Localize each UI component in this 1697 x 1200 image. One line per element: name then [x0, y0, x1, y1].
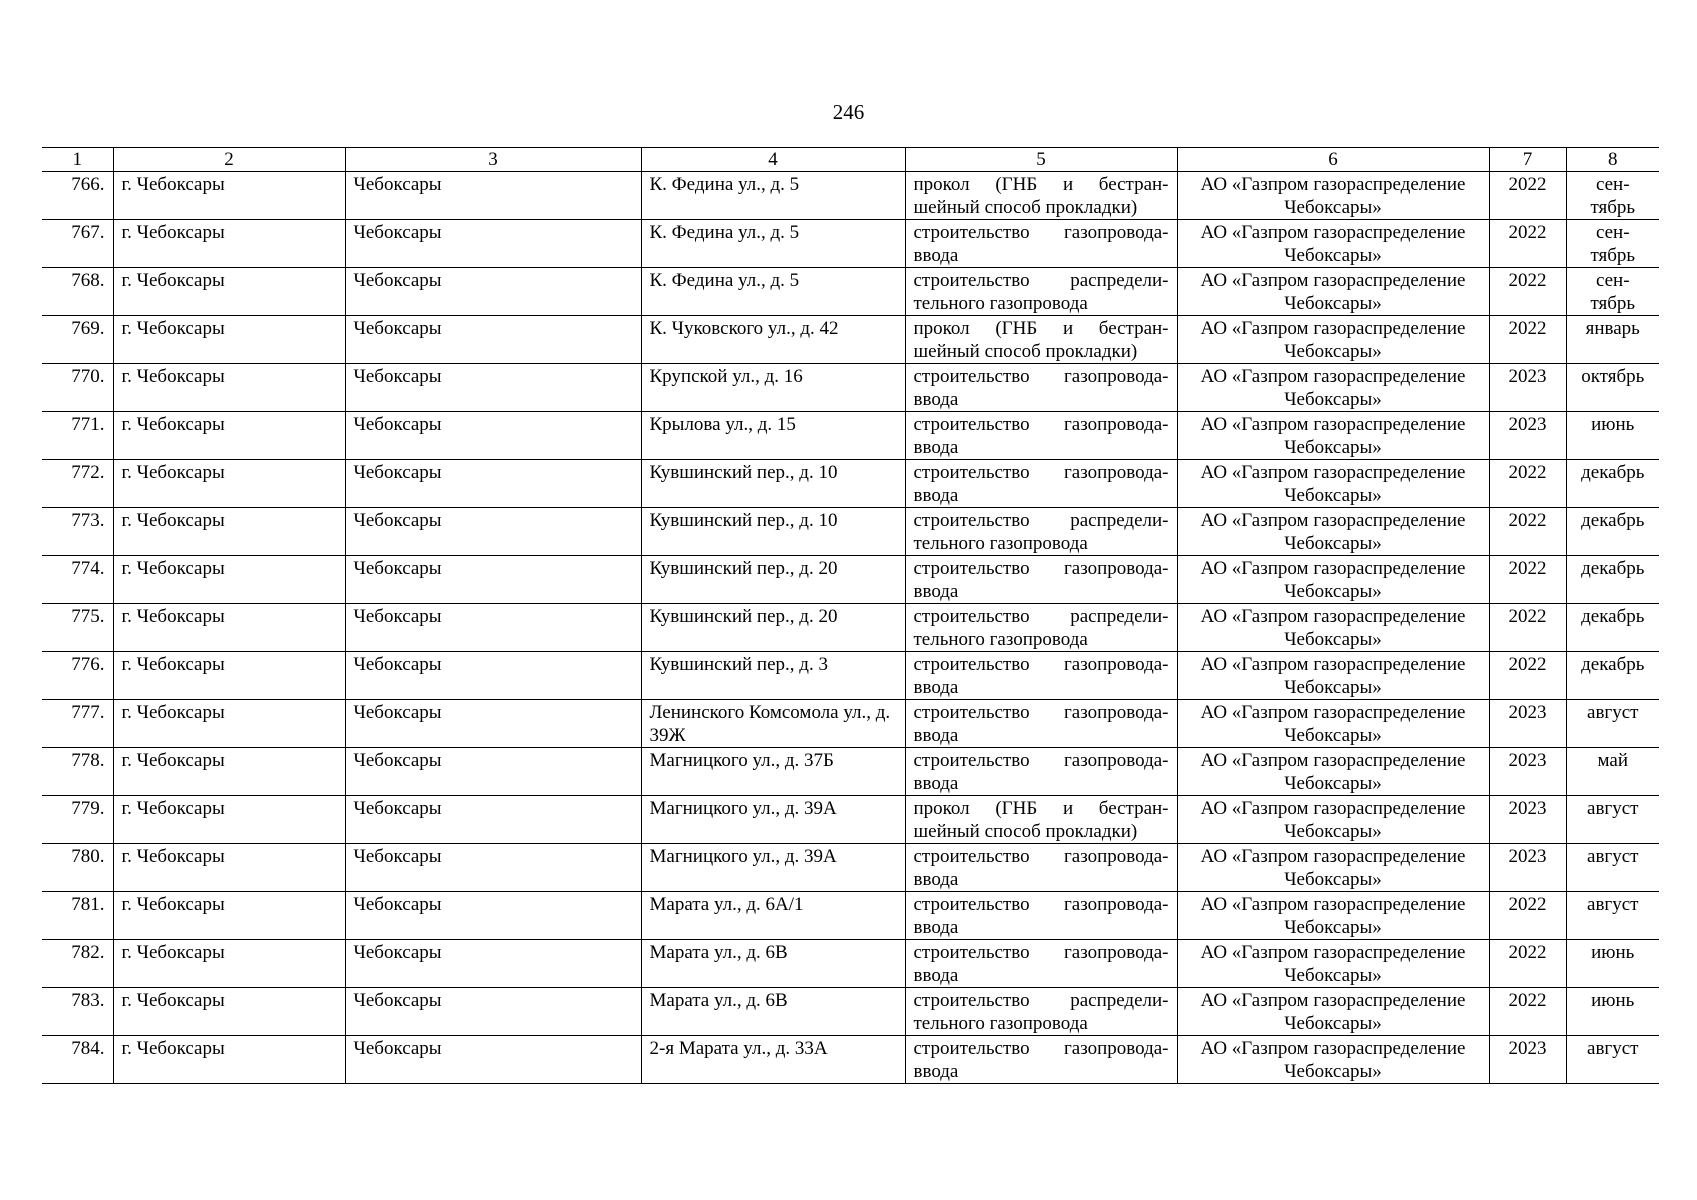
district-cell: г. Чебоксары — [113, 508, 345, 556]
column-header: 2 — [113, 148, 345, 172]
month-cell: декабрь — [1566, 508, 1659, 556]
address-cell: К. Чуковского ул., д. 42 — [641, 316, 905, 364]
address-cell: Магницкого ул., д. 39А — [641, 844, 905, 892]
organization-cell: АО «Газпром газораспределение Чебоксары» — [1177, 700, 1489, 748]
district-cell: г. Чебоксары — [113, 364, 345, 412]
month-cell: октябрь — [1566, 364, 1659, 412]
settlement-cell: Чебоксары — [345, 748, 641, 796]
address-cell: Крупской ул., д. 16 — [641, 364, 905, 412]
district-cell: г. Чебоксары — [113, 652, 345, 700]
organization-cell: АО «Газпром газораспределение Чебоксары» — [1177, 940, 1489, 988]
row-number: 773. — [42, 508, 113, 556]
address-cell: Кувшинский пер., д. 3 — [641, 652, 905, 700]
organization-cell: АО «Газпром газораспределение Чебоксары» — [1177, 268, 1489, 316]
row-number: 778. — [42, 748, 113, 796]
work-type-cell: прокол (ГНБ и бестран-шейный способ прокладки) — [905, 316, 1177, 364]
column-header: 7 — [1489, 148, 1566, 172]
month-cell: сен-тябрь — [1566, 172, 1659, 220]
address-cell: Кувшинский пер., д. 20 — [641, 556, 905, 604]
table-row — [42, 748, 1659, 796]
district-cell: г. Чебоксары — [113, 220, 345, 268]
column-number-header-row — [42, 148, 1659, 172]
work-type-cell: строительство распредели-тельного газопровода — [905, 988, 1177, 1036]
row-number: 783. — [42, 988, 113, 1036]
row-number: 768. — [42, 268, 113, 316]
address-cell: К. Федина ул., д. 5 — [641, 220, 905, 268]
settlement-cell: Чебоксары — [345, 892, 641, 940]
month-cell: декабрь — [1566, 460, 1659, 508]
year-cell: 2023 — [1489, 1036, 1566, 1084]
settlement-cell: Чебоксары — [345, 172, 641, 220]
settlement-cell: Чебоксары — [345, 652, 641, 700]
settlement-cell: Чебоксары — [345, 1036, 641, 1084]
table-row — [42, 700, 1659, 748]
year-cell: 2022 — [1489, 556, 1566, 604]
table-row — [42, 1036, 1659, 1084]
district-cell: г. Чебоксары — [113, 700, 345, 748]
table-row — [42, 556, 1659, 604]
district-cell: г. Чебоксары — [113, 748, 345, 796]
work-type-cell: строительство газопровода-ввода — [905, 652, 1177, 700]
year-cell: 2022 — [1489, 220, 1566, 268]
column-header: 6 — [1177, 148, 1489, 172]
row-number: 780. — [42, 844, 113, 892]
row-number: 771. — [42, 412, 113, 460]
address-cell: Кувшинский пер., д. 10 — [641, 508, 905, 556]
address-cell: Кувшинский пер., д. 10 — [641, 460, 905, 508]
work-type-cell: прокол (ГНБ и бестран-шейный способ прокладки) — [905, 172, 1177, 220]
settlement-cell: Чебоксары — [345, 700, 641, 748]
district-cell: г. Чебоксары — [113, 556, 345, 604]
settlement-cell: Чебоксары — [345, 412, 641, 460]
work-type-cell: строительство газопровода-ввода — [905, 1036, 1177, 1084]
organization-cell: АО «Газпром газораспределение Чебоксары» — [1177, 892, 1489, 940]
district-cell: г. Чебоксары — [113, 172, 345, 220]
table-row — [42, 508, 1659, 556]
year-cell: 2023 — [1489, 748, 1566, 796]
year-cell: 2023 — [1489, 364, 1566, 412]
district-cell: г. Чебоксары — [113, 892, 345, 940]
month-cell: август — [1566, 892, 1659, 940]
address-cell: Марата ул., д. 6В — [641, 988, 905, 1036]
column-header: 5 — [905, 148, 1177, 172]
organization-cell: АО «Газпром газораспределение Чебоксары» — [1177, 508, 1489, 556]
table-row — [42, 940, 1659, 988]
settlement-cell: Чебоксары — [345, 508, 641, 556]
organization-cell: АО «Газпром газораспределение Чебоксары» — [1177, 460, 1489, 508]
work-type-cell: строительство газопровода-ввода — [905, 460, 1177, 508]
table-row — [42, 172, 1659, 220]
year-cell: 2022 — [1489, 988, 1566, 1036]
table-row — [42, 892, 1659, 940]
year-cell: 2022 — [1489, 508, 1566, 556]
district-cell: г. Чебоксары — [113, 604, 345, 652]
district-cell: г. Чебоксары — [113, 844, 345, 892]
work-type-cell: строительство газопровода-ввода — [905, 412, 1177, 460]
organization-cell: АО «Газпром газораспределение Чебоксары» — [1177, 844, 1489, 892]
organization-cell: АО «Газпром газораспределение Чебоксары» — [1177, 604, 1489, 652]
settlement-cell: Чебоксары — [345, 988, 641, 1036]
year-cell: 2022 — [1489, 652, 1566, 700]
organization-cell: АО «Газпром газораспределение Чебоксары» — [1177, 172, 1489, 220]
settlement-cell: Чебоксары — [345, 316, 641, 364]
row-number: 774. — [42, 556, 113, 604]
year-cell: 2022 — [1489, 268, 1566, 316]
work-type-cell: прокол (ГНБ и бестран-шейный способ прокладки) — [905, 796, 1177, 844]
address-cell: Марата ул., д. 6В — [641, 940, 905, 988]
settlement-cell: Чебоксары — [345, 940, 641, 988]
work-type-cell: строительство распредели-тельного газопровода — [905, 268, 1177, 316]
month-cell: август — [1566, 700, 1659, 748]
month-cell: декабрь — [1566, 604, 1659, 652]
table-row — [42, 604, 1659, 652]
settlement-cell: Чебоксары — [345, 268, 641, 316]
work-type-cell: строительство газопровода-ввода — [905, 364, 1177, 412]
column-header: 4 — [641, 148, 905, 172]
column-header: 1 — [42, 148, 113, 172]
year-cell: 2022 — [1489, 604, 1566, 652]
address-cell: Ленинского Комсомола ул., д. 39Ж — [641, 700, 905, 748]
table-body — [42, 172, 1659, 1084]
year-cell: 2022 — [1489, 892, 1566, 940]
row-number: 775. — [42, 604, 113, 652]
month-cell: декабрь — [1566, 556, 1659, 604]
row-number: 767. — [42, 220, 113, 268]
work-type-cell: строительство газопровода-ввода — [905, 220, 1177, 268]
address-cell: Крылова ул., д. 15 — [641, 412, 905, 460]
settlement-cell: Чебоксары — [345, 460, 641, 508]
organization-cell: АО «Газпром газораспределение Чебоксары» — [1177, 796, 1489, 844]
table-row — [42, 268, 1659, 316]
organization-cell: АО «Газпром газораспределение Чебоксары» — [1177, 652, 1489, 700]
row-number: 766. — [42, 172, 113, 220]
address-cell: К. Федина ул., д. 5 — [641, 172, 905, 220]
row-number: 777. — [42, 700, 113, 748]
settlement-cell: Чебоксары — [345, 844, 641, 892]
district-cell: г. Чебоксары — [113, 940, 345, 988]
organization-cell: АО «Газпром газораспределение Чебоксары» — [1177, 220, 1489, 268]
row-number: 770. — [42, 364, 113, 412]
district-cell: г. Чебоксары — [113, 988, 345, 1036]
table-row — [42, 220, 1659, 268]
organization-cell: АО «Газпром газораспределение Чебоксары» — [1177, 364, 1489, 412]
table-row — [42, 652, 1659, 700]
month-cell: июнь — [1566, 988, 1659, 1036]
page-number: 246 — [832, 100, 865, 124]
year-cell: 2022 — [1489, 172, 1566, 220]
column-header: 8 — [1566, 148, 1659, 172]
work-type-cell: строительство газопровода-ввода — [905, 748, 1177, 796]
column-header: 3 — [345, 148, 641, 172]
month-cell: май — [1566, 748, 1659, 796]
settlement-cell: Чебоксары — [345, 604, 641, 652]
work-type-cell: строительство газопровода-ввода — [905, 556, 1177, 604]
month-cell: июнь — [1566, 940, 1659, 988]
organization-cell: АО «Газпром газораспределение Чебоксары» — [1177, 412, 1489, 460]
work-schedule-table — [42, 147, 1659, 1084]
district-cell: г. Чебоксары — [113, 796, 345, 844]
address-cell: Кувшинский пер., д. 20 — [641, 604, 905, 652]
table-row — [42, 364, 1659, 412]
table-row — [42, 796, 1659, 844]
address-cell: К. Федина ул., д. 5 — [641, 268, 905, 316]
row-number: 782. — [42, 940, 113, 988]
organization-cell: АО «Газпром газораспределение Чебоксары» — [1177, 988, 1489, 1036]
work-type-cell: строительство газопровода-ввода — [905, 700, 1177, 748]
month-cell: июнь — [1566, 412, 1659, 460]
month-cell: сен-тябрь — [1566, 220, 1659, 268]
year-cell: 2022 — [1489, 940, 1566, 988]
table-row — [42, 316, 1659, 364]
settlement-cell: Чебоксары — [345, 220, 641, 268]
organization-cell: АО «Газпром газораспределение Чебоксары» — [1177, 556, 1489, 604]
table-row — [42, 844, 1659, 892]
row-number: 769. — [42, 316, 113, 364]
table-row — [42, 412, 1659, 460]
month-cell: декабрь — [1566, 652, 1659, 700]
row-number: 776. — [42, 652, 113, 700]
year-cell: 2023 — [1489, 412, 1566, 460]
work-type-cell: строительство газопровода-ввода — [905, 940, 1177, 988]
year-cell: 2022 — [1489, 460, 1566, 508]
year-cell: 2023 — [1489, 796, 1566, 844]
district-cell: г. Чебоксары — [113, 268, 345, 316]
work-type-cell: строительство распредели-тельного газопровода — [905, 508, 1177, 556]
district-cell: г. Чебоксары — [113, 1036, 345, 1084]
organization-cell: АО «Газпром газораспределение Чебоксары» — [1177, 748, 1489, 796]
address-cell: Магницкого ул., д. 39А — [641, 796, 905, 844]
table-row — [42, 988, 1659, 1036]
settlement-cell: Чебоксары — [345, 796, 641, 844]
work-type-cell: строительство распредели-тельного газопровода — [905, 604, 1177, 652]
address-cell: Марата ул., д. 6А/1 — [641, 892, 905, 940]
district-cell: г. Чебоксары — [113, 460, 345, 508]
district-cell: г. Чебоксары — [113, 316, 345, 364]
settlement-cell: Чебоксары — [345, 364, 641, 412]
settlement-cell: Чебоксары — [345, 556, 641, 604]
row-number: 784. — [42, 1036, 113, 1084]
year-cell: 2023 — [1489, 844, 1566, 892]
organization-cell: АО «Газпром газораспределение Чебоксары» — [1177, 1036, 1489, 1084]
month-cell: август — [1566, 796, 1659, 844]
month-cell: январь — [1566, 316, 1659, 364]
address-cell: Магницкого ул., д. 37Б — [641, 748, 905, 796]
organization-cell: АО «Газпром газораспределение Чебоксары» — [1177, 316, 1489, 364]
row-number: 781. — [42, 892, 113, 940]
year-cell: 2022 — [1489, 316, 1566, 364]
district-cell: г. Чебоксары — [113, 412, 345, 460]
month-cell: август — [1566, 1036, 1659, 1084]
month-cell: сен-тябрь — [1566, 268, 1659, 316]
row-number: 779. — [42, 796, 113, 844]
table-row — [42, 460, 1659, 508]
row-number: 772. — [42, 460, 113, 508]
work-type-cell: строительство газопровода-ввода — [905, 844, 1177, 892]
year-cell: 2023 — [1489, 700, 1566, 748]
address-cell: 2-я Марата ул., д. 33А — [641, 1036, 905, 1084]
month-cell: август — [1566, 844, 1659, 892]
work-type-cell: строительство газопровода-ввода — [905, 892, 1177, 940]
